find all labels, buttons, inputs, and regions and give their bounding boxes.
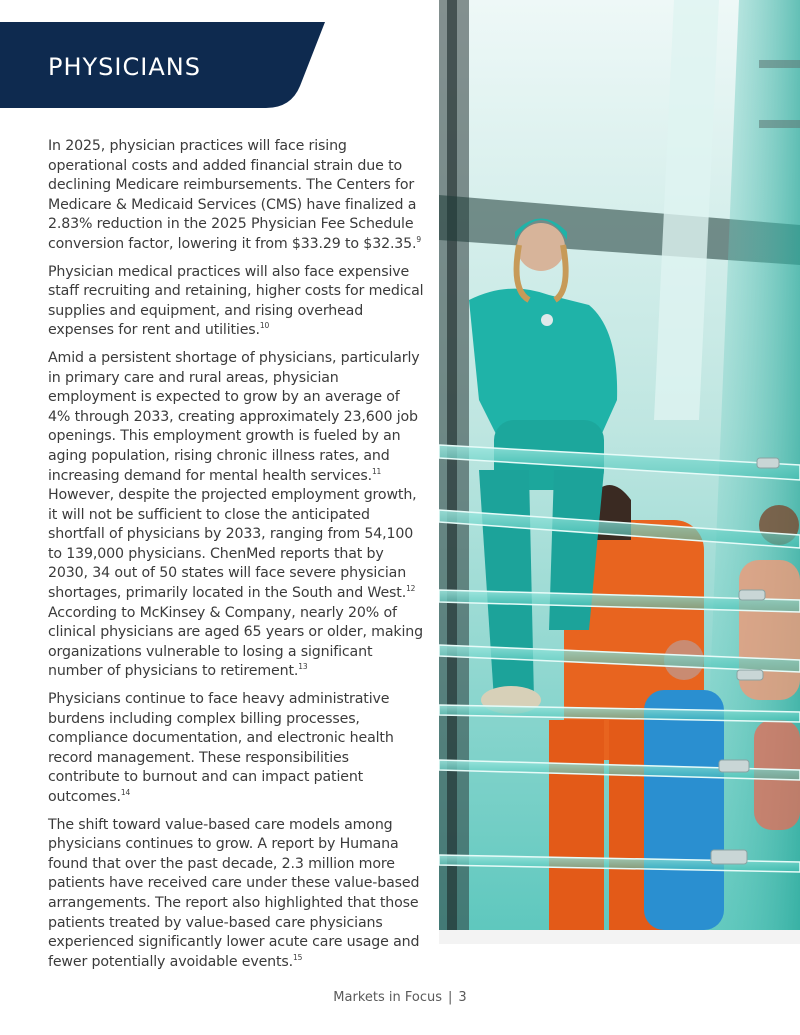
publication-name: Markets in Focus (333, 990, 443, 1005)
paragraph-practice-costs (48, 263, 424, 341)
footnote-ref: 10 (259, 321, 270, 331)
footnote-ref: 11 (371, 466, 382, 476)
page-footer (0, 990, 800, 1005)
paragraph-text: According to McKinsey & Company, nearly 20% of clinical physicians are aged 65 years or older, making organizations vulnerable to losing a significant number of physicians to retirement. (48, 604, 423, 680)
paragraph-text: Amid a persistent shortage of physicians, particularly in primary care and rural areas, physician employment is expected to grow by an average of 4% through 2033, creating approximately 23,600 job openings. This employment growth is fueled by an aging population, rising chronic illness rates, and increasing demand for mental health services. (48, 349, 420, 484)
paragraph-text: Physicians continue to face heavy administrative burdens including complex billing processes, compliance documentation, and electronic health record management. These responsibilities contribute to burnout and can impact patient outcomes. (48, 691, 394, 805)
footnote-ref: 9 (416, 234, 422, 244)
footnote-ref: 13 (298, 662, 308, 672)
footnote-ref: 14 (120, 788, 131, 797)
article-body (48, 137, 424, 980)
paragraph-text: Physician medical practices will also face expensive staff recruiting and retaining, higher costs for medical supplies and equipment, and rising overhead expenses for rent and utilities. (48, 263, 424, 339)
paragraph-text: In 2025, physician practices will face rising operational costs and added financial strain due to declining Medicare reimbursements. The Centers for Medicare & Medicaid Services (CMS) have finalized a 2.83% reduction in the 2025 Physician Fee Schedule conversion factor, lowering it from $33.29 to $32.35. (48, 138, 417, 252)
medical-staff-illustration (439, 0, 800, 944)
footnote-ref: 12 (406, 584, 416, 594)
section-title: PHYSICIANS (48, 53, 201, 81)
paragraph-text: However, despite the projected employment growth, it will not be sufficient to close the anticipated shortfall of physicians by 2033, ranging from 54,100 to 139,000 physicians. ChenMed reports that by 2030, 34 out of 50 states will face severe physician shortages, primarily located in the South and West. (48, 487, 417, 602)
footer-separator: | (448, 990, 453, 1005)
footnote-ref: 15 (293, 952, 303, 962)
paragraph-value-based-care (48, 816, 424, 973)
hero-photo (439, 0, 800, 944)
page-number: 3 (458, 990, 467, 1005)
section-banner (0, 22, 325, 108)
paragraph-administrative-burden (48, 690, 424, 808)
paragraph-cms-reimbursement (48, 137, 424, 255)
paragraph-physician-shortage (48, 349, 424, 682)
paragraph-text: The shift toward value-based care models among physicians continues to grow. A report by Humana found that over the past decade, 2.3 million more patients have received care under these value-based arrangements. The report also highlighted that those patients treated by value-based care physicians experienced significantly lower acute care usage and fewer potentially avoidable events. (48, 816, 420, 970)
